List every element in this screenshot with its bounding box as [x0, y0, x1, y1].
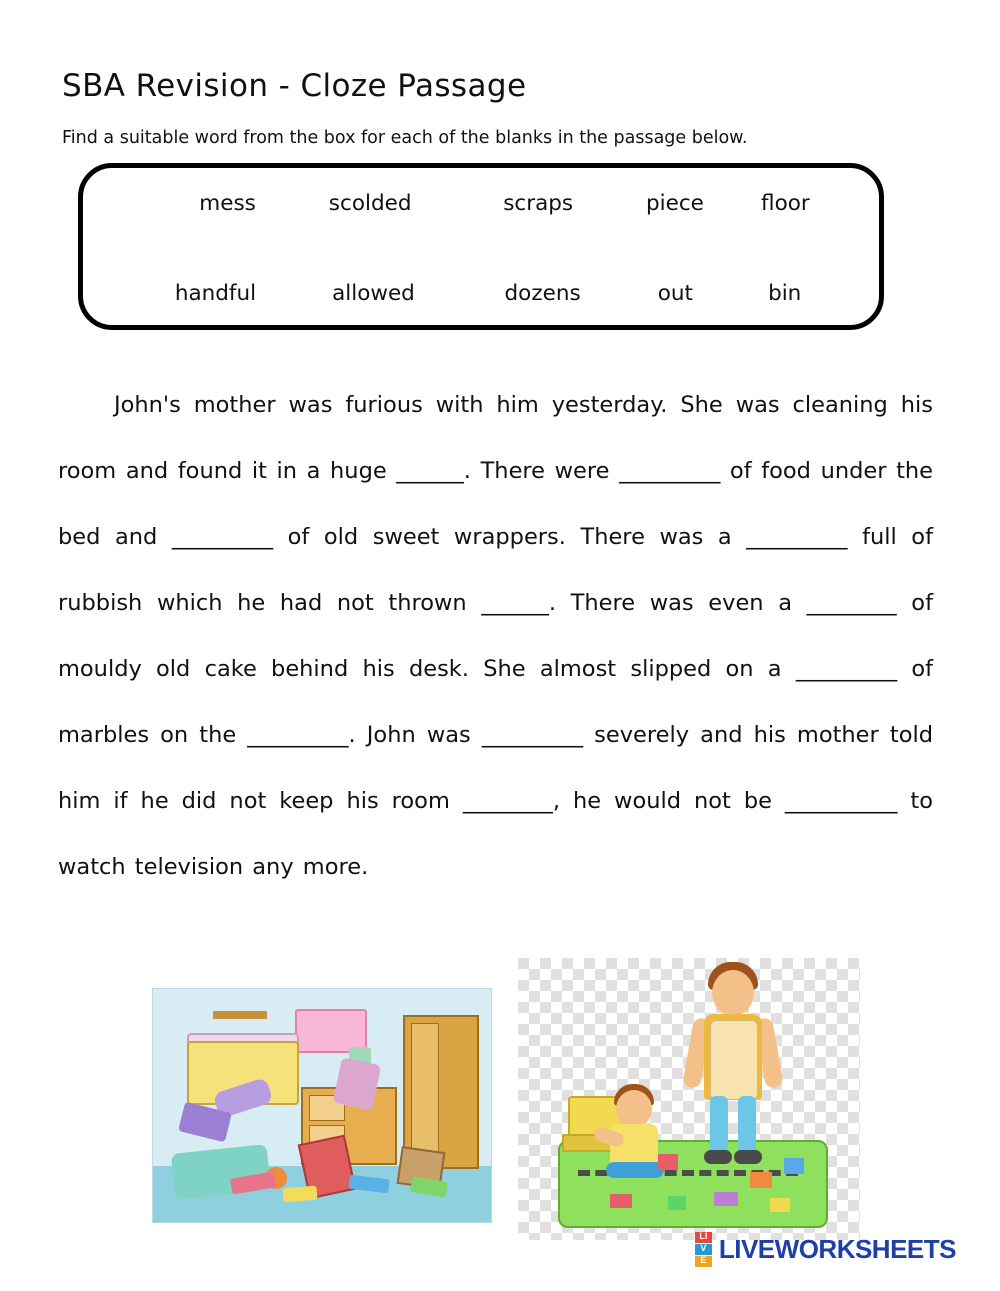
word-bank-item[interactable]: out	[657, 281, 693, 306]
page-title: SBA Revision - Cloze Passage	[62, 68, 527, 104]
toy-block	[658, 1154, 678, 1170]
mother-leg-right	[738, 1096, 756, 1156]
logo-letter-li: LI	[695, 1232, 712, 1243]
messy-bedroom-illustration	[152, 988, 492, 1223]
toy-block	[750, 1172, 772, 1188]
toy-block	[668, 1196, 686, 1210]
child-head	[616, 1090, 652, 1128]
toy-block	[714, 1192, 738, 1206]
room-wardrobe-door	[411, 1023, 439, 1159]
word-bank-item[interactable]: piece	[646, 191, 704, 216]
word-bank-item[interactable]: dozens	[504, 281, 581, 306]
word-bank-item[interactable]: scolded	[328, 191, 412, 216]
mother-leg-left	[710, 1096, 728, 1156]
passage-text: John's mother was furious with him yesterday. She was cleaning his room and found it in a huge ______. There were _________ of food under the bed and _________ of old sweet wrappers. There was a _________ full of rubbish which he had not thrown ______. There was even a ________ of mouldy old cake behind his desk. She almost slipped on a _________ of marbles on the _________. John was _________ severely and his mother told him if he did not keep his room ________, he would not be __________ to watch television any more.	[58, 392, 933, 880]
cloze-passage	[58, 372, 933, 900]
word-bank-row-2	[83, 281, 879, 306]
mother-shoe-left	[704, 1150, 732, 1164]
room-toy	[282, 1186, 317, 1203]
word-bank-item[interactable]: bin	[768, 281, 802, 306]
word-bank-row-1	[83, 191, 879, 216]
word-bank-box	[78, 163, 884, 330]
child-legs	[606, 1162, 664, 1178]
mother-scolding-child-illustration	[518, 958, 860, 1240]
logo-letter-e: E	[695, 1256, 712, 1267]
word-bank-item[interactable]: scraps	[503, 191, 574, 216]
liveworksheets-logo[interactable]	[695, 1232, 956, 1267]
liveworksheets-mark-icon	[695, 1232, 712, 1267]
logo-letter-v: V	[695, 1244, 712, 1255]
word-bank-item[interactable]: mess	[199, 191, 256, 216]
liveworksheets-brand-text: LIVEWORKSHEETS	[718, 1234, 956, 1264]
toy-block	[770, 1198, 790, 1212]
word-bank-item[interactable]: handful	[174, 281, 257, 306]
toy-block	[784, 1158, 804, 1174]
mother-shoe-right	[734, 1150, 762, 1164]
word-bank-item[interactable]: allowed	[332, 281, 415, 306]
word-bank-item[interactable]: floor	[761, 191, 810, 216]
mother-head	[712, 970, 754, 1016]
instructions-text: Find a suitable word from the box for each of the blanks in the passage below.	[62, 128, 748, 148]
mother-apron	[710, 1020, 758, 1100]
toy-block	[610, 1194, 632, 1208]
room-shelf	[213, 1011, 267, 1019]
